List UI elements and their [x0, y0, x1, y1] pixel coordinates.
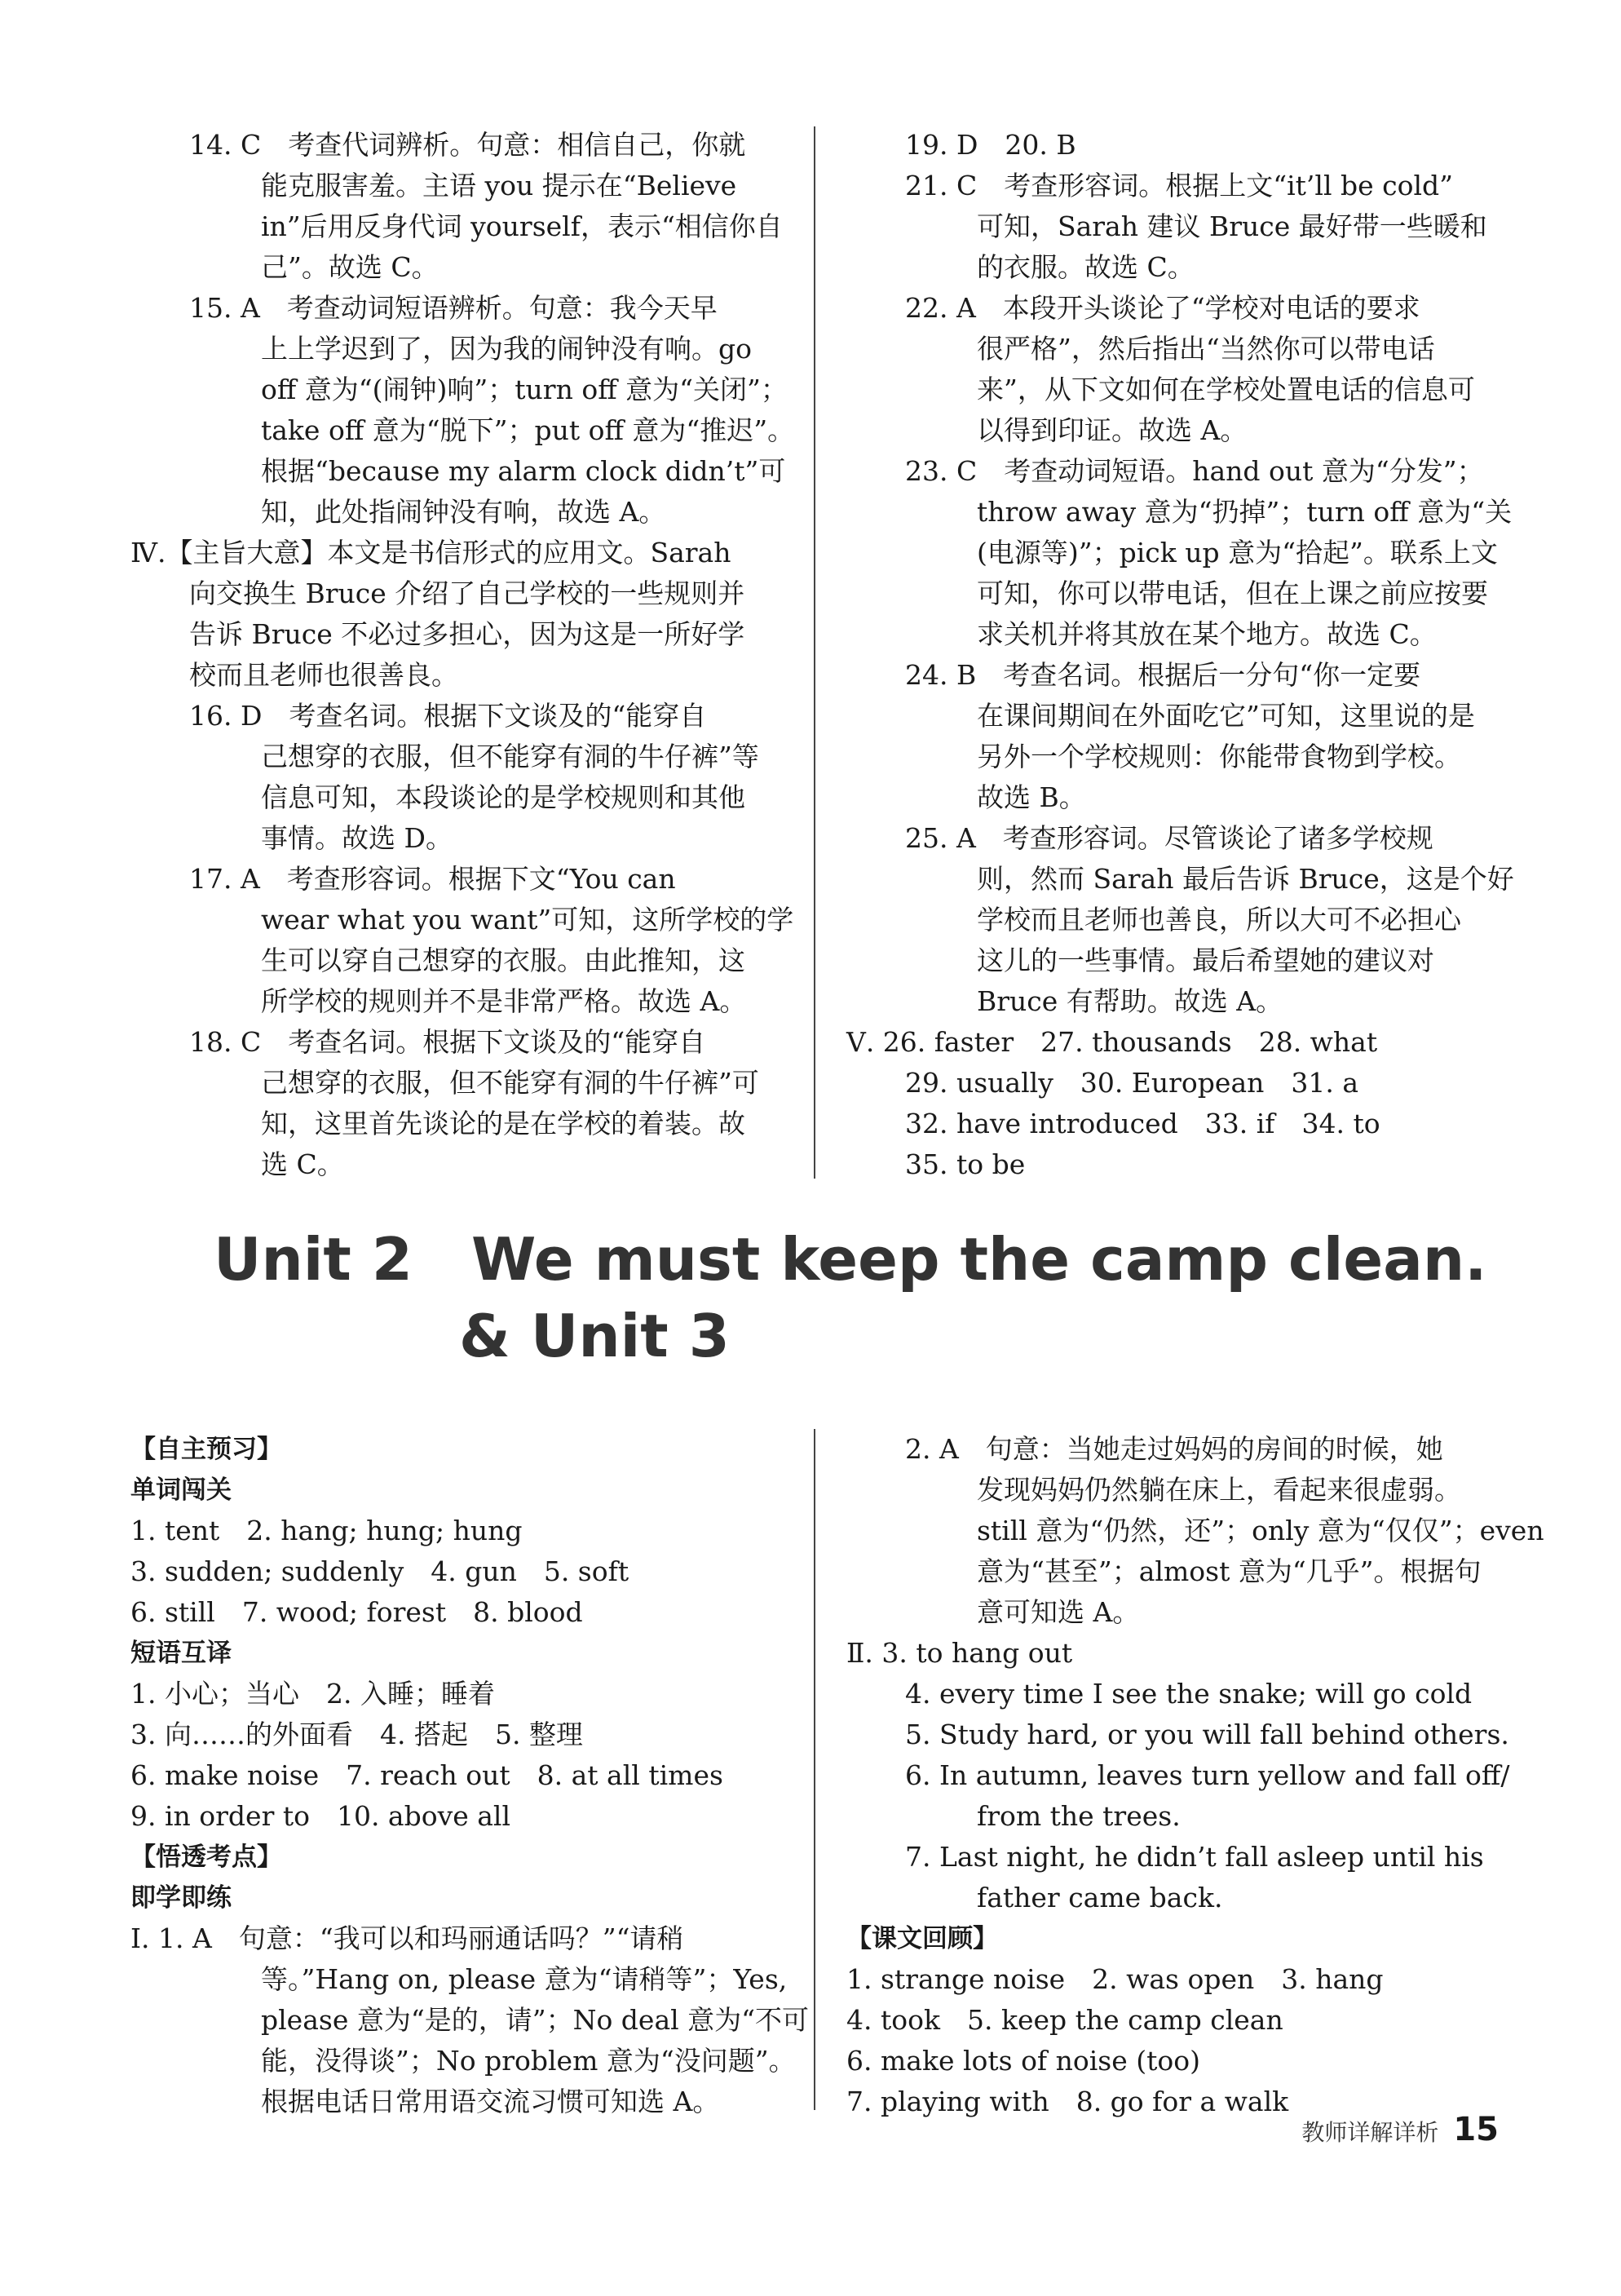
text-line: 15. A 考查动词短语辨析。句意：我今天早 — [189, 292, 718, 324]
text-line: 以得到印证。故选 A。 — [977, 414, 1248, 446]
text-line: 22. A 本段开头谈论了“学校对电话的要求 — [905, 292, 1420, 324]
text-line: 己”。故选 C。 — [261, 251, 439, 283]
text-line: 35. to be — [905, 1148, 1026, 1180]
text-line: 向交换生 Bruce 介绍了自己学校的一些规则并 — [189, 577, 745, 609]
section-heading: 【课文回顾】 — [846, 1924, 998, 1953]
text-line: 发现妈妈仍然躺在床上，看起来很虚弱。 — [977, 1474, 1461, 1506]
text-line: 可知，Sarah 建议 Bruce 最好带一些暖和 — [977, 210, 1487, 242]
text-line: 来”，从下文如何在学校处置电话的信息可 — [977, 374, 1475, 405]
text-line: Ⅰ. 1. A 句意：“我可以和玛丽通话吗？”“请稍 — [130, 1922, 684, 1954]
text-line: please 意为“是的，请”；No deal 意为“不可 — [261, 2004, 810, 2036]
column-divider-bottom — [814, 1429, 815, 2110]
text-line: 14. C 考查代词辨析。句意：相信自己，你就 — [189, 129, 746, 161]
text-line: Bruce 有帮助。故选 A。 — [977, 985, 1283, 1017]
text-line: 等。”Hang on, please 意为“请稍等”；Yes, — [261, 1963, 788, 1995]
text-line: 知，此处指闹钟没有响，故选 A。 — [261, 496, 666, 528]
text-line: Ⅳ.【主旨大意】本文是书信形式的应用文。Sarah — [130, 537, 731, 568]
text-line: 知，这里首先谈论的是在学校的着装。故 — [261, 1108, 745, 1139]
text-line: 16. D 考查名词。根据下文谈及的“能穿自 — [189, 700, 707, 732]
text-line: father came back. — [977, 1882, 1223, 1913]
text-line: (电源等)”；pick up 意为“拾起”。联系上文 — [977, 537, 1498, 568]
section-heading: 单词闯关 — [130, 1475, 232, 1505]
text-line: 在课间期间在外面吃它”可知，这里说的是 — [977, 700, 1475, 732]
text-line: off 意为“(闹钟)响”；turn off 意为“关闭”； — [261, 374, 788, 405]
text-line: Ⅱ. 3. to hang out — [846, 1637, 1073, 1669]
text-line: 32. have introduced 33. if 34. to — [905, 1108, 1380, 1139]
text-line: 2. A 句意：当她走过妈妈的房间的时候，她 — [905, 1433, 1443, 1465]
section-heading: 【悟透考点】 — [130, 1843, 282, 1872]
section-heading: 短语互译 — [130, 1639, 232, 1668]
text-line: 的衣服。故选 C。 — [977, 251, 1195, 283]
text-line: 21. C 考查形容词。根据上文“it’ll be cold” — [905, 170, 1454, 201]
text-line: 能，没得谈”；No problem 意为“没问题”。 — [261, 2045, 796, 2077]
text-line: 25. A 考查形容词。尽管谈论了诸多学校规 — [905, 822, 1433, 854]
text-line: take off 意为“脱下”；put off 意为“推迟”。 — [261, 414, 795, 446]
text-line: 4. took 5. keep the camp clean — [846, 2004, 1283, 2036]
text-line: 意可知选 A。 — [977, 1596, 1140, 1628]
text-line: 18. C 考查名词。根据下文谈及的“能穿自 — [189, 1026, 706, 1058]
text-line: 可知，你可以带电话，但在上课之前应按要 — [977, 577, 1488, 609]
text-line: 7. Last night, he didn’t fall asleep until his — [905, 1841, 1484, 1873]
text-line: 5. Study hard, or you will fall behind others. — [905, 1719, 1509, 1750]
bottom-left-column — [130, 1429, 810, 2122]
text-line: 19. D 20. B — [905, 129, 1076, 161]
text-line: 则，然而 Sarah 最后告诉 Bruce，这是个好 — [977, 863, 1514, 895]
text-line: 求关机并将其放在某个地方。故选 C。 — [977, 618, 1437, 650]
text-line: 根据电话日常用语交流习惯可知选 A。 — [261, 2086, 720, 2117]
page-number: 15 — [1453, 2111, 1499, 2148]
text-line: 6. make lots of noise (too) — [846, 2045, 1201, 2077]
text-line: 己想穿的衣服，但不能穿有洞的牛仔裤”等 — [261, 741, 759, 772]
bottom-right-column — [846, 1429, 1544, 2122]
text-line: 6. make noise 7. reach out 8. at all times — [130, 1759, 723, 1791]
page-footer — [1301, 2111, 1499, 2148]
text-line: 3. 向……的外面看 4. 搭起 5. 整理 — [130, 1719, 583, 1750]
text-line: 4. every time I see the snake; will go cold — [905, 1678, 1473, 1710]
text-line: 能克服害羞。主语 you 提示在“Believe — [261, 170, 737, 201]
text-line: 选 C。 — [261, 1148, 344, 1180]
text-line: wear what you want”可知，这所学校的学 — [261, 904, 794, 936]
text-line: 29. usually 30. European 31. a — [905, 1067, 1359, 1099]
text-line: 很严格”，然后指出“当然你可以带电话 — [977, 333, 1435, 365]
text-line: 意为“甚至”；almost 意为“几乎”。根据句 — [977, 1555, 1482, 1587]
text-line: 上上学迟到了，因为我的闹钟没有响。go — [261, 333, 752, 365]
text-line: 生可以穿自己想穿的衣服。由此推知，这 — [261, 945, 745, 976]
text-line: throw away 意为“扔掉”；turn off 意为“关 — [977, 496, 1513, 528]
text-line: still 意为“仍然，还”；only 意为“仅仅”；even — [977, 1515, 1544, 1546]
text-line: 24. B 考查名词。根据后一分句“你一定要 — [905, 659, 1421, 691]
text-line: 1. strange noise 2. was open 3. hang — [846, 1963, 1384, 1995]
unit-title-line2: & Unit 3 — [459, 1302, 730, 1370]
text-line: 9. in order to 10. above all — [130, 1800, 511, 1832]
text-line: 告诉 Bruce 不必过多担心，因为这是一所好学 — [189, 618, 745, 650]
column-divider-top — [814, 126, 815, 1179]
text-line: 1. 小心；当心 2. 入睡；睡着 — [130, 1678, 495, 1710]
footer-label: 教师详解详析 — [1301, 2119, 1439, 2146]
section-heading: 即学即练 — [130, 1883, 232, 1913]
text-line: from the trees. — [977, 1800, 1181, 1832]
top-right-column — [846, 125, 1515, 1185]
text-line: 己想穿的衣服，但不能穿有洞的牛仔裤”可 — [261, 1067, 759, 1099]
text-line: 信息可知，本段谈论的是学校规则和其他 — [261, 781, 745, 813]
text-line: 7. playing with 8. go for a walk — [846, 2086, 1289, 2117]
text-line: 校而且老师也很善良。 — [189, 659, 458, 691]
text-line: 所学校的规则并不是非常严格。故选 A。 — [261, 985, 747, 1017]
text-line: 6. In autumn, leaves turn yellow and fall off/ — [905, 1759, 1510, 1791]
unit-title-line1: Unit 2 We must keep the camp clean. — [214, 1225, 1487, 1294]
text-line: 另外一个学校规则：你能带食物到学校。 — [977, 741, 1461, 772]
text-line: in”后用反身代词 yourself，表示“相信你自 — [261, 210, 783, 242]
text-line: 学校而且老师也善良，所以大可不必担心 — [977, 904, 1461, 936]
text-line: Ⅴ. 26. faster 27. thousands 28. what — [846, 1026, 1378, 1058]
text-line: 3. sudden; suddenly 4. gun 5. soft — [130, 1555, 629, 1587]
text-line: 17. A 考查形容词。根据下文“You can — [189, 863, 676, 895]
text-line: 根据“because my alarm clock didn’t”可 — [261, 455, 786, 487]
text-line: 这儿的一些事情。最后希望她的建议对 — [977, 945, 1434, 976]
text-line: 事情。故选 D。 — [261, 822, 453, 854]
top-left-column — [130, 125, 807, 1185]
section-heading: 【自主预习】 — [130, 1435, 282, 1464]
text-line: 故选 B。 — [977, 781, 1086, 813]
text-line: 23. C 考查动词短语。hand out 意为“分发”； — [905, 455, 1484, 487]
text-line: 6. still 7. wood; forest 8. blood — [130, 1596, 583, 1628]
text-line: 1. tent 2. hang; hung; hung — [130, 1515, 523, 1546]
